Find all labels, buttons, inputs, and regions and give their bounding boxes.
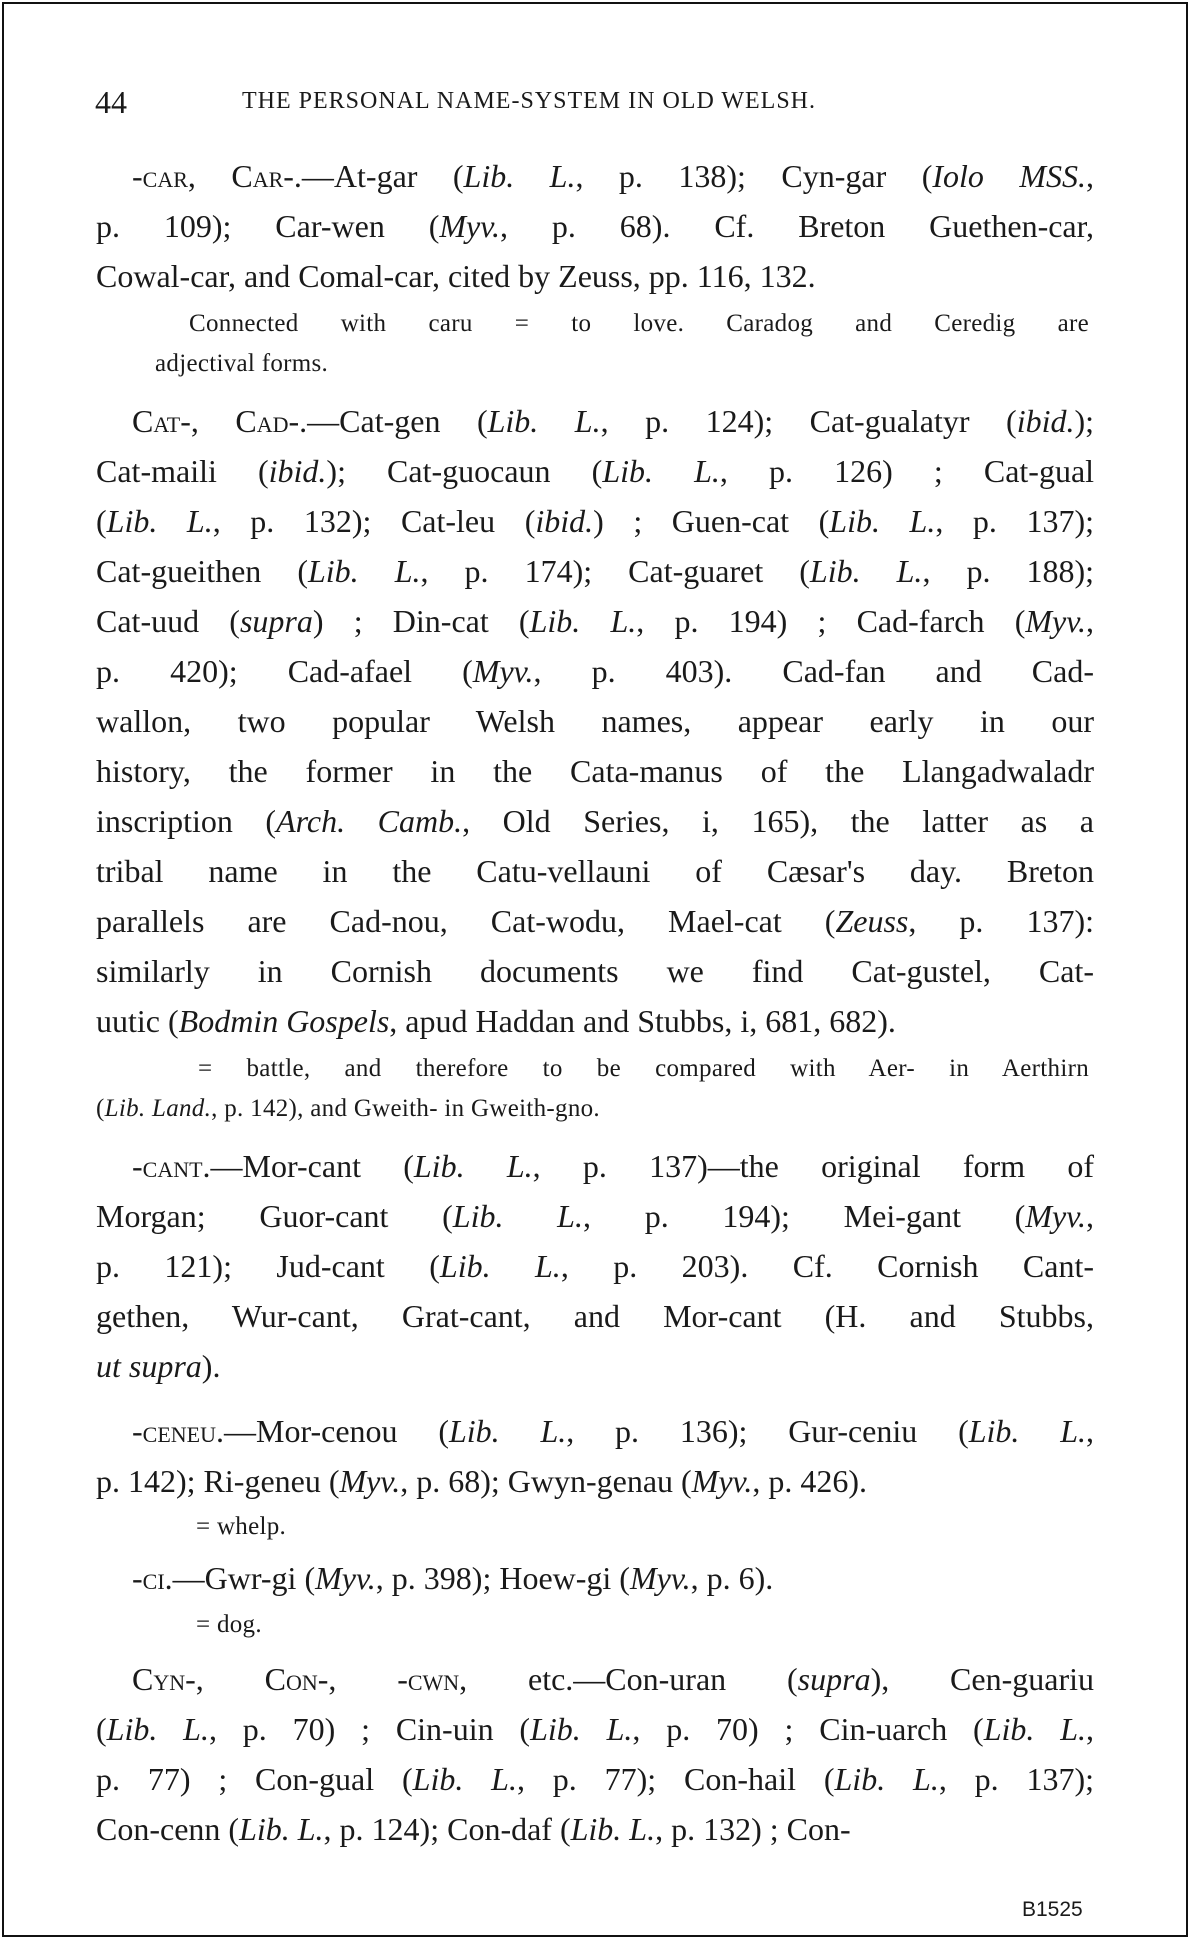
italic-citation: Lib. L. <box>106 1711 209 1747</box>
text-line <box>155 344 1089 384</box>
text-run: ( <box>96 1095 105 1122</box>
italic-citation: Lib. L. <box>530 1711 633 1747</box>
text-run: p. 142); Ri-geneu ( <box>96 1463 340 1499</box>
footnote-block <box>155 304 1089 384</box>
italic-citation: Myv. <box>1025 603 1087 639</box>
text-run: , <box>1086 158 1094 194</box>
text-run: parallels are Cad-nou, Cat-wodu, Mael-cat ( <box>96 903 836 939</box>
text-run: tribal name in the Catu-vellauni of Cæsar's day. Breton <box>96 853 1094 889</box>
italic-citation: Lib. L. <box>829 503 936 539</box>
catalog-code: B1525 <box>1022 1898 1083 1921</box>
text-line <box>96 446 1094 496</box>
text-run: gethen, Wur-cant, Grat-cant, and Mor-cant (H. and Stubbs, <box>96 1298 1094 1334</box>
text-line <box>196 1507 1089 1547</box>
italic-citation: Lib. L. <box>307 553 421 589</box>
text-run: , apud Haddan and Stubbs, i, 681, 682). <box>389 1003 896 1039</box>
italic-citation: ibid. <box>1016 403 1075 439</box>
text-line <box>196 1605 1089 1645</box>
text-run: , p. 137)—the original form of <box>532 1148 1094 1184</box>
text-run: , <box>1086 603 1095 639</box>
italic-citation: Lib. L. <box>463 158 576 194</box>
text-run: —Mor-cenou ( <box>223 1413 449 1449</box>
entry-heading: -ceneu. <box>132 1413 224 1449</box>
italic-citation: Myv. <box>439 208 501 244</box>
text-run: , p. 137); <box>935 503 1094 539</box>
text-run: adjectival forms. <box>155 350 329 377</box>
paragraph <box>96 1406 1094 1506</box>
entry-heading: -car, Car-. <box>132 158 302 194</box>
text-line <box>96 896 1094 946</box>
text-run: , p. 124); Cat-gualatyr ( <box>600 403 1017 439</box>
italic-citation: Lib. L. <box>448 1413 567 1449</box>
italic-citation: Lib. L. <box>412 1761 517 1797</box>
running-header <box>95 84 1095 120</box>
italic-citation: Lib. L. <box>439 1248 561 1284</box>
text-line <box>96 1141 1094 1191</box>
italic-citation: Lib. L. <box>809 553 923 589</box>
text-run: , p. 126) ; Cat-gual <box>719 453 1095 489</box>
text-run: Morgan; Guor-cant ( <box>96 1198 453 1234</box>
text-run: , <box>1086 1711 1095 1747</box>
italic-citation: ibid. <box>535 503 594 539</box>
text-run: , Old Series, i, 165), the latter as a <box>462 803 1095 839</box>
text-line <box>96 546 1094 596</box>
text-run: , p. 136); Gur-ceniu ( <box>566 1413 969 1449</box>
text-line <box>155 304 1089 344</box>
text-run: history, the former in the Cata-manus of the Llangadwaladr <box>96 753 1094 789</box>
text-line <box>96 1456 1094 1506</box>
italic-citation: Arch. Camb. <box>276 803 463 839</box>
italic-citation: Myv. <box>315 1560 376 1596</box>
text-run: , p. 403). Cad-fan and Cad- <box>533 653 1094 689</box>
italic-citation: Myv. <box>1025 1198 1087 1234</box>
text-run: p. 121); Jud-cant ( <box>96 1248 440 1284</box>
text-line <box>96 996 1094 1046</box>
paragraph <box>96 1553 1094 1603</box>
text-run: , p. 137): <box>908 903 1094 939</box>
text-run: —Gwr-gi ( <box>172 1560 316 1596</box>
text-line <box>96 201 1094 251</box>
paragraph <box>96 151 1094 301</box>
text-line <box>96 396 1094 446</box>
text-run: wallon, two popular Welsh names, appear early in our <box>96 703 1094 739</box>
text-line <box>96 496 1094 546</box>
italic-citation: supra <box>239 603 313 639</box>
text-run: , p. 77); Con-hail ( <box>516 1761 835 1797</box>
text-run: Cat-gueithen ( <box>96 553 308 589</box>
entry-heading: Cat-, Cad-. <box>132 403 308 439</box>
text-run: , p. 194); Mei-gant ( <box>582 1198 1026 1234</box>
page-number: 44 <box>95 84 127 120</box>
text-run: , p. 124); Con-daf ( <box>323 1811 571 1847</box>
entry-heading: Cyn-, Con-, -cwn, <box>132 1661 468 1697</box>
text-run: , p. 188); <box>922 553 1095 589</box>
italic-citation: Lib. L. <box>529 603 637 639</box>
text-run: , p. 132); Cat-leu ( <box>212 503 536 539</box>
paragraph <box>96 396 1094 1046</box>
text-run: , <box>1086 1198 1095 1234</box>
entry-heading: -ci. <box>132 1560 173 1596</box>
italic-citation: Lib. L. <box>983 1711 1087 1747</box>
text-line <box>96 796 1094 846</box>
text-run: ( <box>96 1711 107 1747</box>
text-run: , p. 132) ; Con- <box>655 1811 851 1847</box>
italic-citation: Lib. L. <box>239 1811 324 1847</box>
text-line <box>96 1704 1094 1754</box>
italic-citation: Lib. L. <box>487 403 601 439</box>
italic-citation: ut supra <box>96 1348 202 1384</box>
footnote-block <box>196 1507 1089 1547</box>
italic-citation: Lib. L. <box>413 1148 533 1184</box>
text-run: ); <box>1074 403 1095 439</box>
text-run: , p. 68); Gwyn-genau ( <box>400 1463 692 1499</box>
text-line <box>96 1553 1094 1603</box>
italic-citation: Zeuss <box>835 903 909 939</box>
text-line <box>96 1754 1094 1804</box>
footnote-block <box>96 1049 1089 1129</box>
text-line <box>96 646 1094 696</box>
text-line <box>96 1291 1094 1341</box>
text-run: p. 109); Car-wen ( <box>96 208 440 244</box>
text-line <box>96 746 1094 796</box>
text-line <box>96 1654 1094 1704</box>
text-run: , p. 426). <box>752 1463 868 1499</box>
text-run: similarly in Cornish documents we find Cat-gustel, Cat- <box>96 953 1094 989</box>
text-run: ( <box>96 503 107 539</box>
italic-citation: Lib. L. <box>106 503 213 539</box>
text-line <box>96 151 1094 201</box>
running-title: THE PERSONAL NAME-SYSTEM IN OLD WELSH. <box>242 88 816 114</box>
text-line <box>96 1049 1089 1089</box>
italic-citation: Iolo MSS. <box>932 158 1086 194</box>
text-run: ) ; Guen-cat ( <box>593 503 830 539</box>
text-run: Con-cenn ( <box>96 1811 240 1847</box>
italic-citation: Myv. <box>472 653 534 689</box>
text-line <box>96 1341 1094 1391</box>
text-run: inscription ( <box>96 803 277 839</box>
text-run: p. 420); Cad-afael ( <box>96 653 473 689</box>
italic-citation: Lib. L. <box>452 1198 583 1234</box>
italic-citation: Lib. L. <box>968 1413 1086 1449</box>
text-run: p. 77) ; Con-gual ( <box>96 1761 413 1797</box>
text-run: , p. 70) ; Cin-uarch ( <box>632 1711 984 1747</box>
text-run: , p. 138); Cyn-gar ( <box>575 158 933 194</box>
italic-citation: Myv. <box>339 1463 401 1499</box>
text-run: , p. 137); <box>938 1761 1095 1797</box>
text-run: = dog. <box>196 1611 262 1638</box>
text-line <box>96 946 1094 996</box>
text-line <box>96 696 1094 746</box>
italic-citation: Lib. L. <box>834 1761 939 1797</box>
italic-citation: ibid. <box>268 453 327 489</box>
text-run: , p. 194) ; Cad-farch ( <box>636 603 1026 639</box>
text-run: Connected with caru = to love. Caradog and Ceredig are <box>189 310 1089 337</box>
text-run: = battle, and therefore to be compared with Aer- in Aerthirn <box>198 1055 1089 1082</box>
text-run: ). <box>201 1348 221 1384</box>
paragraph <box>96 1654 1094 1854</box>
italic-citation: Myv. <box>629 1560 691 1596</box>
italic-citation: Bodmin Gospels <box>178 1003 390 1039</box>
text-line <box>96 1241 1094 1291</box>
text-run: ); Cat-guocaun ( <box>326 453 603 489</box>
italic-citation: Myv. <box>691 1463 753 1499</box>
text-run: , p. 6). <box>690 1560 774 1596</box>
text-run: ) ; Din-cat ( <box>312 603 530 639</box>
text-run: Cowal-car, and Comal-car, cited by Zeuss, pp. 116, 132. <box>96 258 816 294</box>
entry-heading: -cant. <box>132 1148 211 1184</box>
text-line <box>96 1191 1094 1241</box>
text-run: = whelp. <box>196 1513 287 1540</box>
italic-citation: Lib. L. <box>570 1811 656 1847</box>
text-line <box>96 251 1094 301</box>
text-line <box>96 846 1094 896</box>
text-run: , <box>1086 1413 1094 1449</box>
text-run: ), Cen-guariu <box>870 1661 1094 1697</box>
text-line <box>96 596 1094 646</box>
text-run: , p. 142), and Gweith- in Gweith-gno. <box>211 1095 600 1122</box>
text-run: Cat-maili ( <box>96 453 269 489</box>
text-run: —Mor-cant ( <box>210 1148 414 1184</box>
footnote-block <box>196 1605 1089 1645</box>
paragraph <box>96 1141 1094 1391</box>
text-run: uutic ( <box>96 1003 179 1039</box>
text-line <box>96 1406 1094 1456</box>
italic-citation: supra <box>797 1661 871 1697</box>
italic-citation: Lib. Land. <box>104 1095 212 1122</box>
italic-citation: Lib. L. <box>602 453 720 489</box>
text-run: —At-gar ( <box>301 158 464 194</box>
text-line <box>96 1804 1094 1854</box>
text-run: Cat-uud ( <box>96 603 240 639</box>
text-run: , p. 70) ; Cin-uin ( <box>208 1711 531 1747</box>
text-run: , p. 398); Hoew-gi ( <box>375 1560 630 1596</box>
text-line <box>96 1089 1089 1129</box>
text-run: etc.—Con-uran ( <box>467 1661 798 1697</box>
text-run: , p. 203). Cf. Cornish Cant- <box>560 1248 1095 1284</box>
text-run: , p. 68). Cf. Breton Guethen-car, <box>500 208 1095 244</box>
text-run: —Cat-gen ( <box>307 403 488 439</box>
text-run: , p. 174); Cat-guaret ( <box>420 553 810 589</box>
